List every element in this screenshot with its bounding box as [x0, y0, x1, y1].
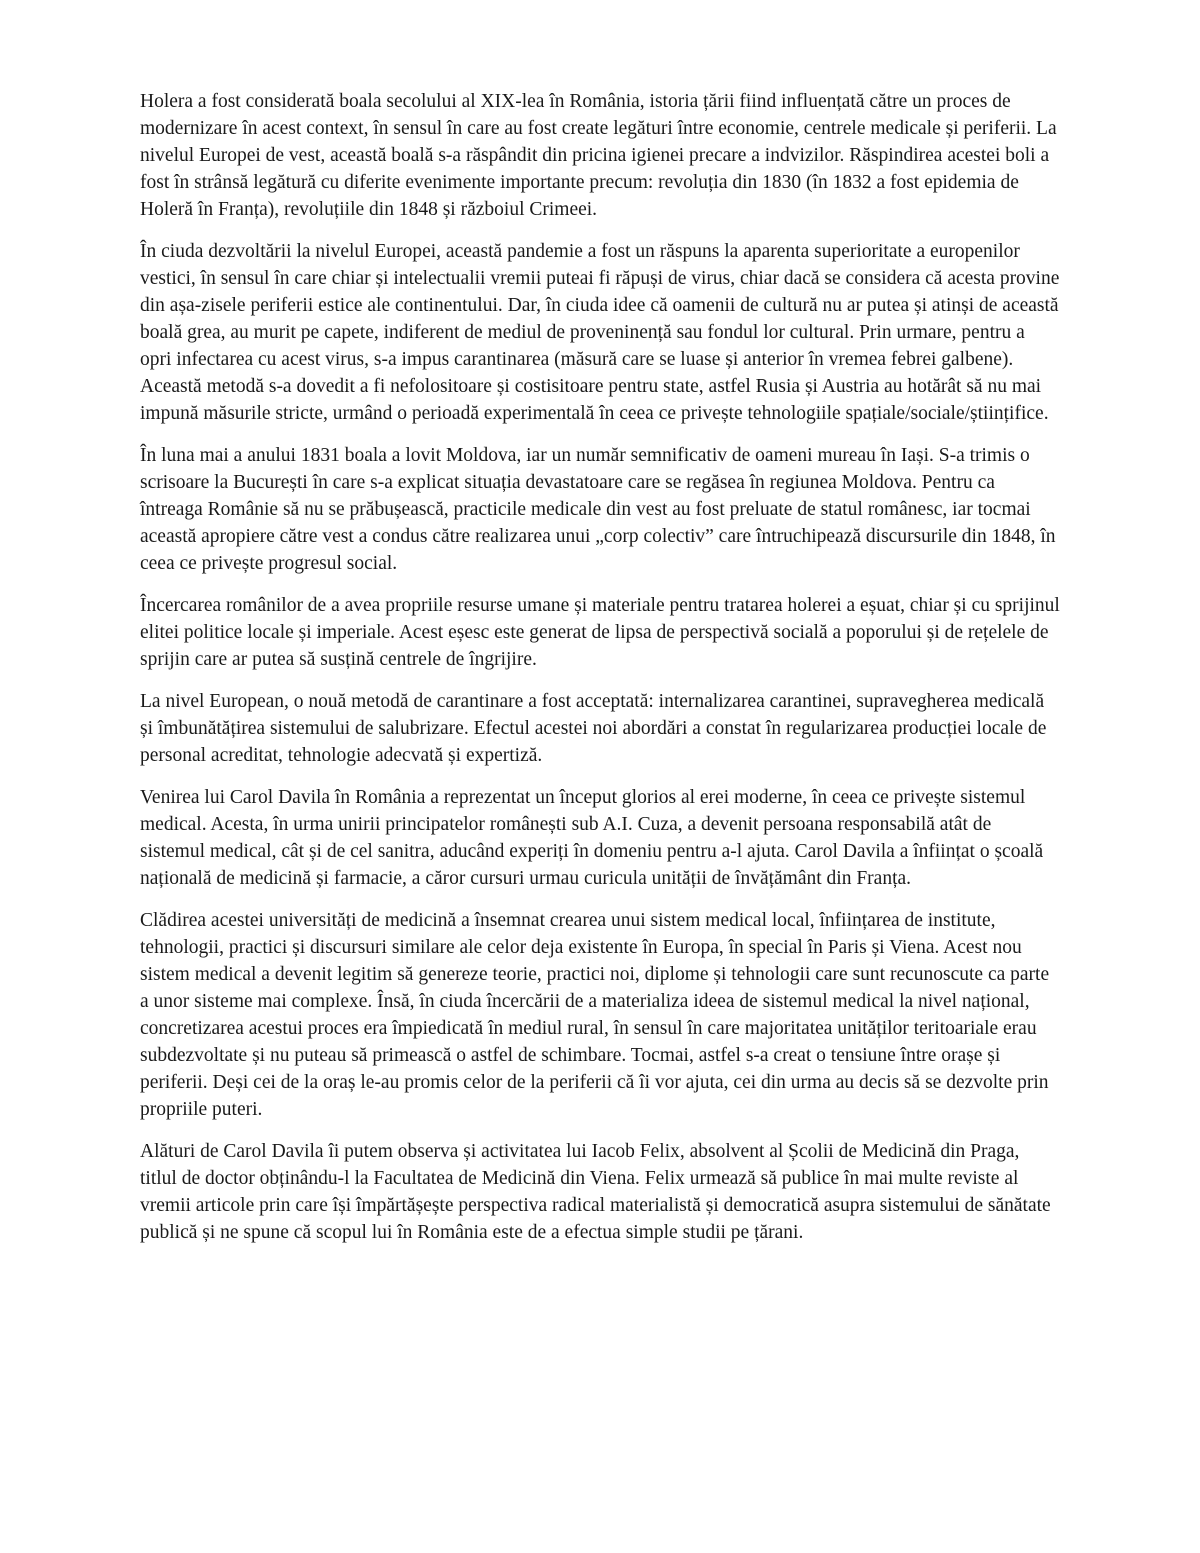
paragraph-5: La nivel European, o nouă metodă de carantinare a fost acceptată: internalizarea carantinei, supravegherea medicală și îmbunătățirea sistemului de salubrizare. Efectul acestei noi abordări a constat în regularizarea producției locale de personal acreditat, tehnologie adecvată și expertiză. — [140, 691, 1047, 766]
paragraph-1: Holera a fost considerată boala secolului al XIX-lea în România, istoria țării fiind influențată către un proces de modernizare în acest context, în sensul în care au fost create legături între economie, centrele medicale și periferii. La nivelul Europei de vest, această boală s-a răspândit din pricina igienei precare a indvizilor. Răspindirea acestei boli a fost în strânsă legătură cu diferite evenimente importante precum: revoluția din 1830 (în 1832 a fost epidemia de Holeră în Franța), revoluțiile din 1848 și războiul Crimeei. — [140, 91, 1057, 220]
paragraph-8: Alături de Carol Davila îi putem observa și activitatea lui Iacob Felix, absolvent al Școlii de Medicină din Praga, titlul de doctor obținându-l la Facultatea de Medicină din Viena. Felix urmează să publice în mai multe reviste al vremii articole prin care își împărtășește perspectiva radical materialistă și democratică asupra sistemului de sănătate publică și ne spune că scopul lui în România este de a efectua simple studii pe țărani. — [140, 1141, 1051, 1243]
paragraph-4: Încercarea românilor de a avea propriile resurse umane și materiale pentru tratarea holerei a eșuat, chiar și cu sprijinul elitei politice locale și imperiale. Acest eșesc este generat de lipsa de perspectivă socială a poporului și de rețelele de sprijin care ar putea să susțină centrele de îngrijire. — [140, 595, 1060, 670]
paragraph-2: În ciuda dezvoltării la nivelul Europei, această pandemie a fost un răspuns la aparenta superioritate a europenilor vestici, în sensul în care chiar și intelectualii vremii puteai fi răpuși de virus, chiar dacă se considera că acesta provine din așa-zisele periferii estice ale continentului. Dar, în ciuda idee că oamenii de cultură nu ar putea și atinși de această boală grea, au murit pe capete, indiferent de mediul de proveninență sau fondul lor cultural. Prin urmare, pentru a opri infectarea cu acest virus, s-a impus carantinarea (măsură care se luase și anterior în vremea febrei galbene). Această metodă s-a dovedit a fi nefolositoare și costisitoare pentru state, astfel Rusia și Austria au hotărât să nu mai impună măsurile stricte, urmând o perioadă experimentală în ceea ce privește tehnologiile spațiale/sociale/științifice. — [140, 241, 1060, 424]
paragraph-6: Venirea lui Carol Davila în România a reprezentat un început glorios al erei moderne, în ceea ce privește sistemul medical. Acesta, în urma unirii principatelor românești sub A.I. Cuza, a devenit persoana responsabilă atât de sistemul medical, cât și de cel sanitra, aducând experiți în domeniu pentru a-l ajuta. Carol Davila a înființat o școală națională de medicină și farmacie, a căror cursuri urmau curicula unității de învățământ din Franța. — [140, 787, 1044, 889]
document-body — [140, 88, 1060, 1261]
paragraph-3: În luna mai a anului 1831 boala a lovit Moldova, iar un număr semnificativ de oameni mureau în Iași. S-a trimis o scrisoare la București în care s-a explicat situația devastatoare care se regăsea în regiunea Moldova. Pentru ca întreaga Românie să nu se prăbușească, practicile medicale din vest au fost preluate de statul românesc, iar tocmai această apropiere către vest a condus către realizarea unui „corp colectiv” care întruchipează discursurile din 1848, în ceea ce privește progresul social. — [140, 445, 1056, 574]
paragraph-7: Clădirea acestei universități de medicină a însemnat crearea unui sistem medical local, înființarea de institute, tehnologii, practici și discursuri similare ale celor deja existente în Europa, în special în Paris și Viena. Acest nou sistem medical a devenit legitim să genereze teorie, practici noi, diplome și tehnologii care sunt recunoscute ca parte a unor sisteme mai complexe. Însă, în ciuda încercării de a materializa ideea de sistemul medical la nivel național, concretizarea acestui proces era împiedicată în mediul rural, în sensul în care majoritatea unităților teritoariale erau subdezvoltate și nu puteau să primească o astfel de schimbare. Tocmai, astfel s-a creat o tensiune între orașe și periferii. Deși cei de la oraș le-au promis celor de la periferii că îi vor ajuta, cei din urma au decis să se dezvolte prin propriile puteri. — [140, 910, 1050, 1120]
